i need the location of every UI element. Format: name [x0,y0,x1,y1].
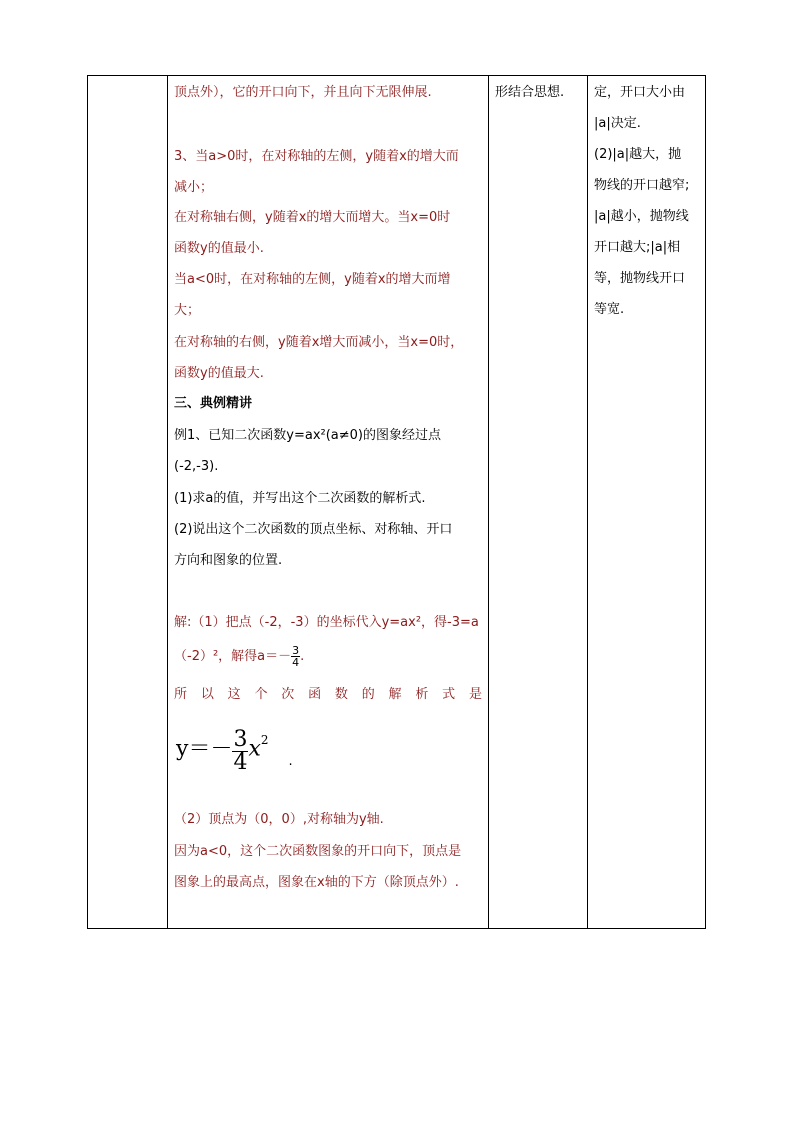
text-line: (2)说出这个二次函数的顶点坐标、对称轴、开口 [174,522,453,537]
text-line: 物线的开口越窄; [594,178,690,193]
fraction-denominator: 4 [233,750,248,776]
text-line: 在对称轴右侧，y随着x的增大而增大。当x=0时 [174,210,451,225]
char: 这 [227,687,241,702]
text-line: 在对称轴的右侧，y随着x增大而减小，当x=0时， [174,335,464,350]
formula-period: . [288,754,293,770]
text-line: 函数y的值最小. [174,241,264,256]
char: 以 [200,687,214,702]
fraction-denominator: 4 [292,656,300,669]
text-line: （2）顶点为（0，0）,对称轴为y轴. [174,812,384,827]
fraction-numerator: 3 [233,727,248,753]
char: 次 [281,687,295,702]
text-line: (2)|a|越大，抛 [594,147,682,162]
char: 解 [388,687,402,702]
formula-y: y [176,736,189,762]
justified-line [174,685,482,705]
formula [176,716,293,782]
formula-equals: ＝－ [188,736,233,762]
text-line: 例1、已知二次函数y=ax²(a≠0)的图象经过点 [174,428,442,443]
text-line: 函数y的值最大. [174,366,264,381]
char: 数 [334,687,348,702]
lesson-table [87,75,706,929]
formula-fraction [232,729,248,774]
char: 是 [468,687,482,702]
text-line: 解:（1）把点（-2，-3）的坐标代入y=ax²，得-3=a [174,615,479,630]
text-line: |a|决定. [594,116,641,131]
fraction-numerator: 3 [292,644,300,657]
text-line: 图象上的最高点，图象在x轴的下方（除顶点外）. [174,875,459,890]
text-line [174,642,304,672]
text-line: 减小； [174,180,214,195]
section-heading: 三、典例精讲 [174,396,253,411]
text-line: 顶点外），它的开口向下，并且向下无限伸展. [174,85,432,100]
text-line: 当a<0时，在对称轴的左侧，y随着x的增大而增 [174,272,451,287]
text-line: |a|越小，抛物线 [594,209,689,224]
text-line: 形结合思想. [495,85,565,100]
char: 所 [174,687,188,702]
text-line: 大； [174,303,201,318]
char: 函 [308,687,322,702]
text-line: 定，开口大小由 [594,85,686,100]
formula-x: x [248,736,261,762]
text-segment: . [300,649,305,664]
char: 个 [254,687,268,702]
column-divider [587,76,588,928]
text-line: 方向和图象的位置. [174,553,283,568]
fraction [291,645,300,668]
text-line: (-2,-3). [174,459,219,474]
char: 式 [442,687,456,702]
column-divider [488,76,489,928]
text-segment: （-2）²，解得a＝－ [174,649,292,664]
column-divider [167,76,168,928]
formula-exponent: 2 [260,733,269,747]
text-line: 3、当a>0时，在对称轴的左侧，y随着x的增大而 [174,149,459,164]
text-line: 等宽. [594,302,625,317]
text-line: 因为a<0，这个二次函数图象的开口向下，顶点是 [174,844,462,859]
char: 析 [415,687,429,702]
text-line: 等，抛物线开口 [594,271,686,286]
text-line: (1)求a的值，并写出这个二次函数的解析式. [174,491,426,506]
char: 的 [361,687,375,702]
text-line: 开口越大;|a|相 [594,240,681,255]
